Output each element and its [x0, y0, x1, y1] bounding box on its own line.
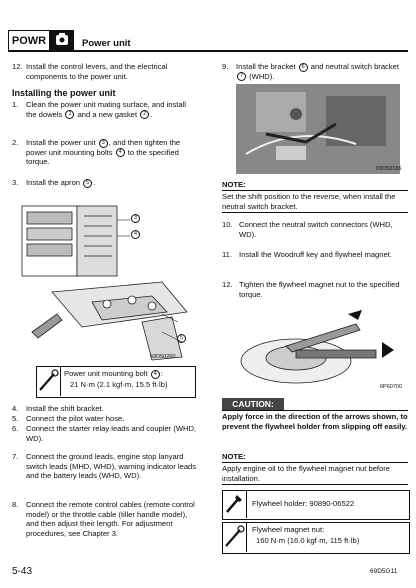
step-2: 2. Install the power unit 3 , and then tighten the power unit mounting bolts 4 to the specified torque. [12, 138, 181, 167]
tool-2-line-1: Flywheel magnet nut: [252, 525, 325, 534]
torque-line-1: Power unit mounting bolt 4 : [64, 369, 163, 378]
special-tool-icon [222, 490, 247, 518]
step-1: 1. Clean the power unit mating surface, and install the dowels 1 and a new gasket 2 . [12, 100, 186, 119]
section-heading: Installing the power unit [12, 88, 116, 98]
torque-wrench-icon [36, 366, 61, 396]
power-unit-icon [50, 30, 74, 50]
step-10: 10. Connect the neutral switch connectors (WHD, WD). [222, 220, 393, 239]
callout-7: 7 [237, 72, 246, 81]
step-5: 5. Connect the pilot water hose. [12, 414, 125, 423]
step-11: 11. Install the Woodruff key and flywheel magnet. [222, 250, 392, 259]
note2-text: Apply engine oil to the flywheel magnet nut before installation. [222, 464, 391, 483]
callout-6: 6 [299, 63, 308, 72]
note-label: NOTE: [222, 180, 246, 189]
header-rule [8, 50, 408, 52]
fig1-callout-4: 4 [131, 230, 140, 239]
tool-2-line-2: 160 N·m (16.0 kgf·m, 115 ft·lb) [256, 536, 360, 545]
torque-wrench-icon-2 [222, 522, 247, 552]
note-rule [222, 190, 408, 191]
caution-rule [222, 410, 408, 411]
fig3-code: 6P60700 [380, 384, 403, 390]
fig1-callout-5: 5 [177, 334, 186, 343]
note-text: Set the shift position to the reverse, when install the neutral switch bracket. [222, 192, 396, 211]
step-12: 12. Tighten the flywheel magnet nut to the specified torque. [222, 280, 400, 299]
step-4: 4. Install the shift bracket. [12, 404, 104, 413]
note2-rule [222, 462, 408, 463]
fig1-code: 69D50260 [150, 354, 176, 360]
figure-bracket-photo [236, 84, 400, 174]
callout-1: 1 [65, 110, 74, 119]
callout-5: 5 [83, 179, 92, 188]
fig1-callout-3: 3 [131, 214, 140, 223]
step-6: 6. Connect the starter relay leads and coupler (WHD, WD). [12, 424, 197, 443]
page-number: 5-43 [12, 566, 33, 577]
caution-label: CAUTION: [222, 398, 284, 410]
figure-power-unit [12, 192, 198, 364]
step-8: 8. Connect the remote control cables (remote control model) or the throttle cable (tiller handle model), and then adjust their length. For adjustment procedures, see Chapter 3. [12, 500, 195, 538]
note2-label: NOTE: [222, 452, 246, 461]
torque-line-2: 21 N·m (2.1 kgf·m, 15.5 ft·lb) [70, 380, 168, 389]
step-9: 9. Install the bracket 6 and neutral switch bracket 7 (WHD). [222, 62, 399, 81]
step-7: 7. Connect the ground leads, engine stop lanyard switch leads (MHD, WHD), warning indicator leads and the battery leads (WHD, WD). [12, 452, 197, 481]
note-rule-end [222, 212, 408, 213]
section-tab: POWR [8, 30, 50, 52]
step-12-prev: 12. Install the control levers, and the electrical components to the power unit. [12, 62, 168, 81]
callout-3: 3 [99, 139, 108, 148]
page-title: Power unit [82, 38, 131, 49]
document-code: 69D5G11 [370, 568, 398, 575]
note2-rule-end [222, 484, 408, 485]
fig2-code: 69D50186 [376, 166, 402, 172]
step-3: 3. Install the apron 5 . [12, 178, 96, 187]
callout-4: 4 [116, 148, 125, 157]
figure-flywheel [236, 306, 400, 386]
tool-1-text: Flywheel holder: 90890-06522 [252, 499, 355, 508]
caution-text: Apply force in the direction of the arrows shown, to prevent the flywheel holder from slipping off easily. [222, 412, 408, 431]
callout-2: 2 [140, 110, 149, 119]
